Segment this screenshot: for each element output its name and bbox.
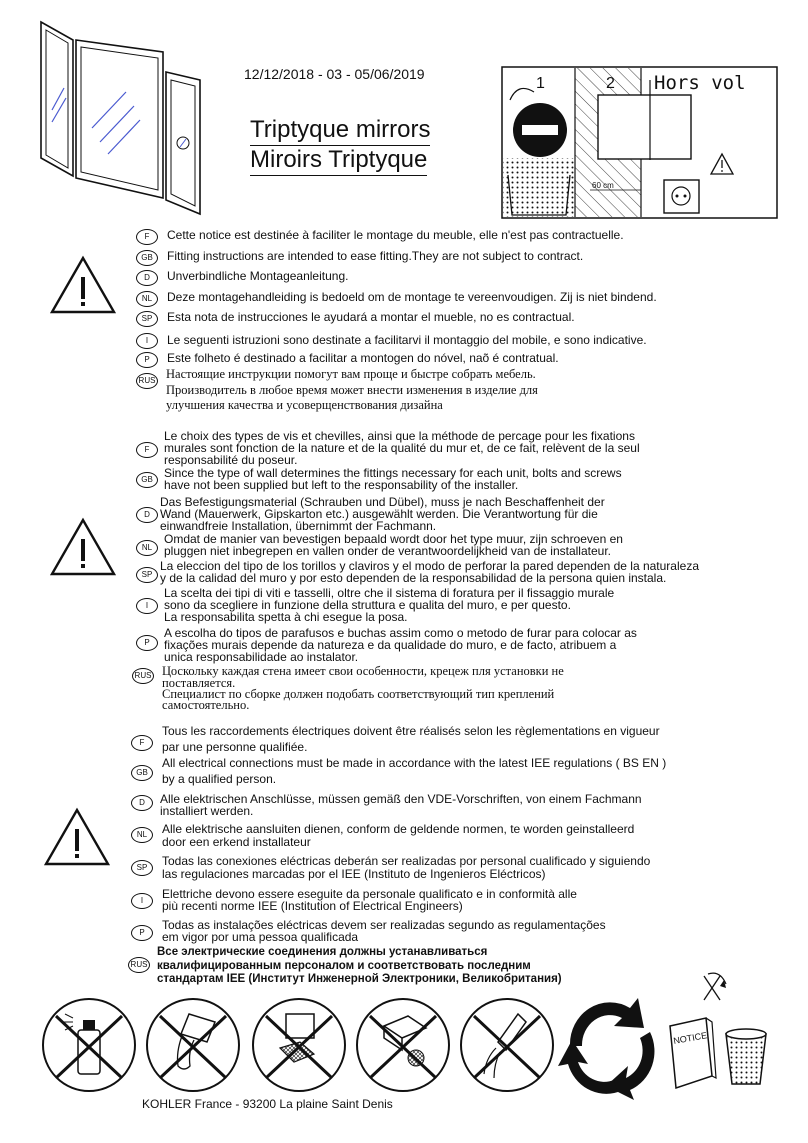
electrical-text: Todas las conexiones eléctricas deberán ser realizadas por personal cualificado y siguiendo (162, 854, 651, 868)
disclaimer-text: Cette notice est destinée à faciliter le montage du meuble, elle n'est pas contractuelle. (167, 228, 624, 242)
fixings-text: unica responsabilidade ao instalator. (164, 650, 359, 664)
disclaimer-text: Производитель в любое время может внести изменения в изделие для (166, 383, 538, 397)
electrical-text: by a qualified person. (162, 772, 277, 786)
fixings-text: pluggen niet inbegrepen en vallen onder de verantwoordelijkheid van de installateur. (164, 544, 611, 558)
electrical-text: Tous les raccordements électriques doivent être réalisés selon les règlementations en vigueur (162, 724, 660, 738)
lang-badge-p: P (136, 352, 158, 368)
disclaimer-text: Este folheto é destinado a facilitar a montogen do nóvel, naõ é contratual. (167, 351, 559, 365)
lang-badge-rus: RUS (136, 373, 158, 389)
fixings-text: murales sont fonction de la nature et de la qualité du mur et, de ce fait, relèvent de la seul (164, 441, 640, 455)
no-aerosol-icon (40, 996, 138, 1094)
notice-label: NOTICE (672, 1030, 708, 1046)
electrical-text: стандартам IEE (Институт Инженерной Электроники, Великобритания) (157, 973, 562, 985)
fixings-text: La eleccion del tipo de los torillos y claviros y el modo de perforar la pared dependen de la naturaleza (160, 559, 699, 573)
fixings-text: La scelta dei tipi di viti e tasselli, oltre che il sistema di foratura per il fissaggio murale (164, 586, 615, 600)
lang-badge-d: D (131, 795, 153, 811)
recycle-triman-icon (560, 996, 664, 1094)
electrical-text: Alle elektrischen Anschlüsse, müssen gemäß den VDE-Vorschriften, von einem Fachmann (160, 792, 642, 806)
electrical-text: più recenti norme IEE (Institution of Electrical Engineers) (162, 899, 463, 913)
lang-badge-f: F (131, 735, 153, 751)
lang-badge-nl: NL (131, 827, 153, 843)
lang-badge-i: I (136, 333, 158, 349)
electrical-text: квалифицированным персоналом и соответствовать последним (157, 960, 531, 972)
disclaimer-text: улучшения качества и усоверщенствования дизайна (166, 398, 443, 412)
document-date: 12/12/2018 - 03 - 05/06/2019 (244, 66, 425, 82)
electrical-text: em vigor por uma pessoa qualificada (162, 930, 359, 944)
lang-badge-nl: NL (136, 291, 158, 307)
zone-label-hors-vol: Hors vol (654, 72, 746, 94)
fixings-text: y de la calidad del muro y por esto dependen de la responsabilidad de la persona quien instala. (160, 571, 667, 585)
fixings-text: sono da scegliere in funzione della struttura e qualita del muro, e per questo. (164, 598, 571, 612)
fixings-text: Le choix des types de vis et chevilles, ainsi que la méthode de percage pour les fixations (164, 429, 635, 443)
lang-badge-sp: SP (136, 567, 158, 583)
fixings-text: einwandfreie Installation, übernimmt der Fachmann. (160, 519, 437, 533)
electrical-text: par une personne qualifiée. (162, 740, 308, 754)
fixings-text: поставляется. (162, 676, 236, 690)
lang-badge-rus: RUS (132, 668, 154, 684)
no-abrasive-sponge-icon (250, 996, 348, 1094)
electrical-text: Todas as instalações eléctricas devem ser realizadas segundo as regulamentações (162, 918, 606, 932)
fixings-text: fixações murais depende da natureza e da qualidade do muro, e de facto, atribuem a (164, 638, 617, 652)
fixings-text: Цоскольку каждая стена имеет свои особенности, крецеж пля установки не (162, 664, 564, 678)
fixings-text: Since the type of wall determines the fittings necessary for each unit, bolts and screws (164, 466, 622, 480)
zone-step-1: 1 (536, 75, 545, 92)
fixings-text: La responsabilita spetta à chi esegue la posa. (164, 610, 408, 624)
no-solvent-icon (144, 996, 242, 1094)
lang-badge-d: D (136, 270, 158, 286)
lang-badge-gb: GB (131, 765, 153, 781)
bathroom-zone-diagram (0, 0, 808, 230)
fixings-text: responsabilité du poseur. (164, 453, 298, 467)
lang-badge-p: P (131, 925, 153, 941)
lang-badge-d: D (136, 507, 158, 523)
lang-badge-sp: SP (131, 860, 153, 876)
title-english: Triptyque mirrors (250, 116, 430, 146)
disclaimer-text: Fitting instructions are intended to ease fitting.They are not subject to contract. (167, 249, 584, 263)
notice-disposal-icon (664, 970, 784, 1096)
electrical-text: installiert werden. (160, 804, 254, 818)
fixings-text: Das Befestigungsmaterial (Schrauben und Dübel), muss je nach Beschaffenheit der (160, 495, 605, 509)
lang-badge-nl: NL (136, 540, 158, 556)
electrical-text: Elettriche devono essere eseguite da personale qualificato e in conformità alle (162, 887, 577, 901)
zone-step-2: 2 (606, 75, 615, 92)
lang-badge-f: F (136, 442, 158, 458)
fixings-text: Специалист по сборке должен подобать соответствующий тип креплений (162, 687, 555, 701)
lang-badge-f: F (136, 229, 158, 245)
fixings-text: have not been supplied but left to the responsability of the installer. (164, 478, 519, 492)
fixings-text: Omdat de manier van bevestigen bepaald wordt door het type muur, zijn schroeven en (164, 532, 623, 546)
lang-badge-gb: GB (136, 472, 158, 488)
lang-badge-p: P (136, 635, 158, 651)
disclaimer-text: Le seguenti istruzioni sono destinate a facilitarvi il montaggio del mobile, e sono indicative. (167, 333, 647, 347)
disclaimer-text: Esta nota de instrucciones le ayudará a montar el mueble, no es contractual. (167, 310, 575, 324)
electrical-text: las regulaciones marcadas por el IEE (Instituto de Ingenieros Eléctricos) (162, 867, 546, 881)
no-water-jet-icon (458, 996, 556, 1094)
electrical-text: All electrical connections must be made in accordance with the latest IEE regulations ( BS EN ) (162, 756, 667, 770)
disclaimer-text: Deze montagehandleiding is bedoeld om de montage te vereenvoudigen. Zij is niet bindend. (167, 290, 657, 304)
footer-company: KOHLER France - 93200 La plaine Saint Denis (142, 1097, 393, 1111)
fixings-text: Wand (Mauerwerk, Gipskarton etc.) ausgewählt werden. Die Verantwortung für die (160, 507, 598, 521)
electrical-text: Alle elektrische aansluiten dienen, conform de geldende normen, te worden geinstalleerd (162, 822, 635, 836)
disclaimer-text: Unverbindliche Montageanleitung. (167, 269, 349, 283)
no-scouring-pad-icon (354, 996, 452, 1094)
fixings-text: самостоятельно. (162, 698, 250, 712)
zone-distance: 60 cm (592, 181, 614, 190)
lang-badge-gb: GB (136, 250, 158, 266)
disclaimer-text: Настоящие инструкции помогут вам проще и быстре собрать мебель. (166, 367, 536, 381)
lang-badge-sp: SP (136, 311, 158, 327)
fixings-text: A escolha do tipos de parafusos e buchas assim como o metodo de furar para colocar as (164, 626, 637, 640)
lang-badge-rus: RUS (128, 957, 150, 973)
warning-icon (48, 254, 118, 316)
lang-badge-i: I (136, 598, 158, 614)
warning-icon (42, 806, 112, 868)
warning-icon (48, 516, 118, 578)
lang-badge-i: I (131, 893, 153, 909)
electrical-text: door een erkend installateur (162, 835, 311, 849)
electrical-text: Все электрические соединения должны устанавливаться (157, 946, 488, 958)
title-french: Miroirs Triptyque (250, 146, 427, 176)
